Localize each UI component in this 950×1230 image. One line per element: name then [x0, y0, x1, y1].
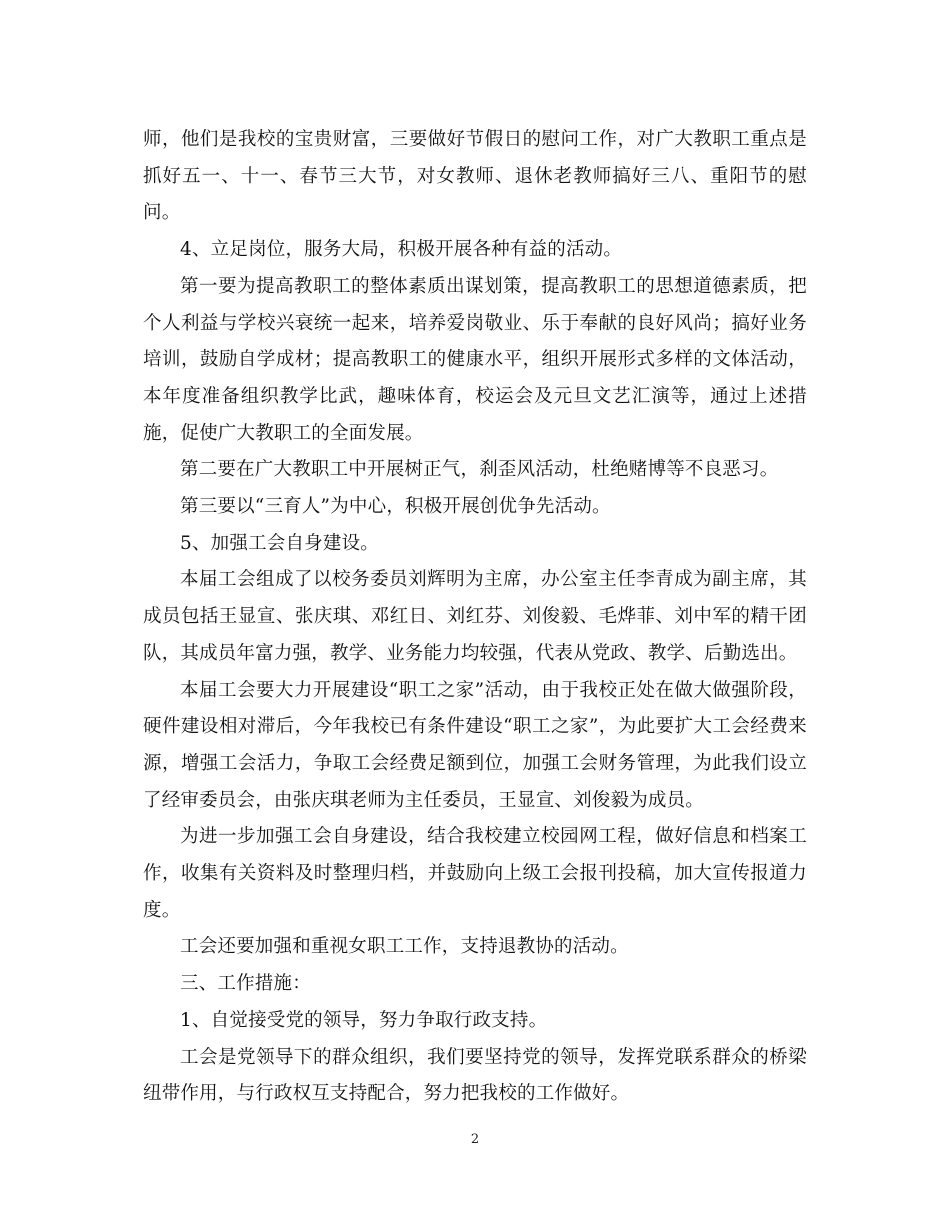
section-heading-3: 三、工作措施： [180, 973, 311, 995]
paragraph: 工会还要加强和重视女职工工作，支持退教协的活动。 [180, 936, 629, 958]
page-number: 2 [470, 1132, 480, 1147]
paragraph: 为进一步加强工会自身建设，结合我校建立校园网工程，做好信息和档案工作，收集有关资料及时整理归档，并鼓励向上级工会报刊投稿，加大宣传报道力度。 [143, 826, 807, 921]
paragraph: 本届工会组成了以校务委员刘辉明为主席，办公室主任李青成为副主席，其成员包括王显宣、张庆琪、邓红日、刘红芬、刘俊毅、毛烨菲、刘中军的精干团队，其成员年富力强，教学、业务能力均较强，代表从党政、教学、后勤选出。 [143, 569, 807, 664]
paragraph: 本届工会要大力开展建设“职工之家”活动，由于我校正处在做大做强阶段，硬件建设相对滞后，今年我校已有条件建设“职工之家”，为此要扩大工会经费来源，增强工会活力，争取工会经费足额到位，加强工会财务管理，为此我们设立了经审委员会，由张庆琪老师为主任委员，王显宣、刘俊毅为成员。 [143, 679, 807, 811]
paragraph: 第一要为提高教职工的整体素质出谋划策，提高教职工的思想道德素质，把个人利益与学校兴衰统一起来，培养爱岗敬业、乐于奉献的良好风尚；搞好业务培训，鼓励自学成材；提高教职工的健康水平，组织开展形式多样的文体活动，本年度准备组织教学比武，趣味体育，校运会及元旦文艺汇演等，通过上述措施，促使广大教职工的全面发展。 [143, 275, 807, 444]
paragraph: 第三要以“三育人”为中心，积极开展创优争先活动。 [180, 496, 611, 518]
paragraph: 工会是党领导下的群众组织，我们要坚持党的领导，发挥党联系群众的桥梁纽带作用，与行政权互支持配合，努力把我校的工作做好。 [143, 1046, 807, 1105]
paragraph-continuation: 师，他们是我校的宝贵财富，三要做好节假日的慰问工作，对广大教职工重点是抓好五一、十一、春节三大节，对女教师、退休老教师搞好三八、重阳节的慰问。 [143, 129, 807, 224]
paragraph: 第二要在广大教职工中开展树正气，刹歪风活动，杜绝赌博等不良恶习。 [180, 459, 779, 481]
paragraph-heading-1: 1、自觉接受党的领导，努力争取行政支持。 [180, 1009, 548, 1031]
document-body [143, 122, 807, 1113]
paragraph-heading-4: 4、立足岗位，服务大局，积极开展各种有益的活动。 [180, 239, 623, 261]
paragraph-heading-5: 5、加强工会自身建设。 [180, 532, 379, 554]
